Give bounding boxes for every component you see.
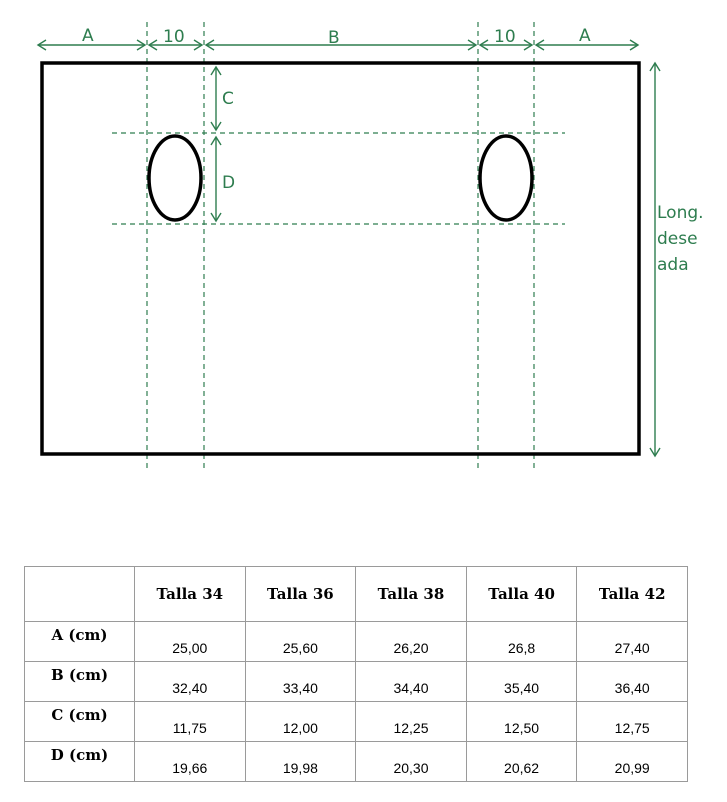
label-length-line1: Long. <box>657 203 704 223</box>
table-row <box>25 702 688 742</box>
table-row <box>25 662 688 702</box>
table-header-row <box>25 567 688 622</box>
table-cell: 19,66 <box>135 742 246 782</box>
table-cell: 25,60 <box>245 622 356 662</box>
header-talla-36: Talla 36 <box>245 567 356 622</box>
label-length-line3: ada <box>657 255 689 275</box>
hole-left <box>149 136 201 220</box>
table-cell: 33,40 <box>245 662 356 702</box>
table-cell: 35,40 <box>466 662 577 702</box>
row-label: D (cm) <box>25 742 135 782</box>
table-cell: 20,30 <box>356 742 467 782</box>
table-cell: 12,75 <box>577 702 688 742</box>
size-table <box>24 566 688 782</box>
label-c: C <box>222 89 234 109</box>
label-a-right: A <box>579 26 591 46</box>
header-talla-40: Talla 40 <box>466 567 577 622</box>
table-cell: 20,99 <box>577 742 688 782</box>
dimension-d <box>211 137 221 221</box>
row-label: C (cm) <box>25 702 135 742</box>
header-talla-34: Talla 34 <box>135 567 246 622</box>
table-cell: 19,98 <box>245 742 356 782</box>
label-a-left: A <box>82 26 94 46</box>
table-cell: 12,25 <box>356 702 467 742</box>
table-cell: 20,62 <box>466 742 577 782</box>
header-talla-42: Talla 42 <box>577 567 688 622</box>
dimension-c <box>211 67 221 130</box>
label-length-line2: dese <box>657 229 698 249</box>
row-label: A (cm) <box>25 622 135 662</box>
table-cell: 12,50 <box>466 702 577 742</box>
table-cell: 32,40 <box>135 662 246 702</box>
table-cell: 36,40 <box>577 662 688 702</box>
table-cell: 27,40 <box>577 622 688 662</box>
label-10-right: 10 <box>494 27 516 47</box>
header-corner <box>25 567 135 622</box>
header-talla-38: Talla 38 <box>356 567 467 622</box>
table-cell: 26,8 <box>466 622 577 662</box>
dimension-b <box>206 40 476 50</box>
table-cell: 34,40 <box>356 662 467 702</box>
row-label: B (cm) <box>25 662 135 702</box>
table-cell: 11,75 <box>135 702 246 742</box>
label-b: B <box>328 28 340 48</box>
table-cell: 26,20 <box>356 622 467 662</box>
table-cell: 12,00 <box>245 702 356 742</box>
table-row <box>25 622 688 662</box>
label-10-left: 10 <box>163 27 185 47</box>
hole-right <box>480 136 532 220</box>
table-row <box>25 742 688 782</box>
table-cell: 25,00 <box>135 622 246 662</box>
label-d: D <box>222 173 236 193</box>
fabric-rectangle <box>42 63 639 454</box>
